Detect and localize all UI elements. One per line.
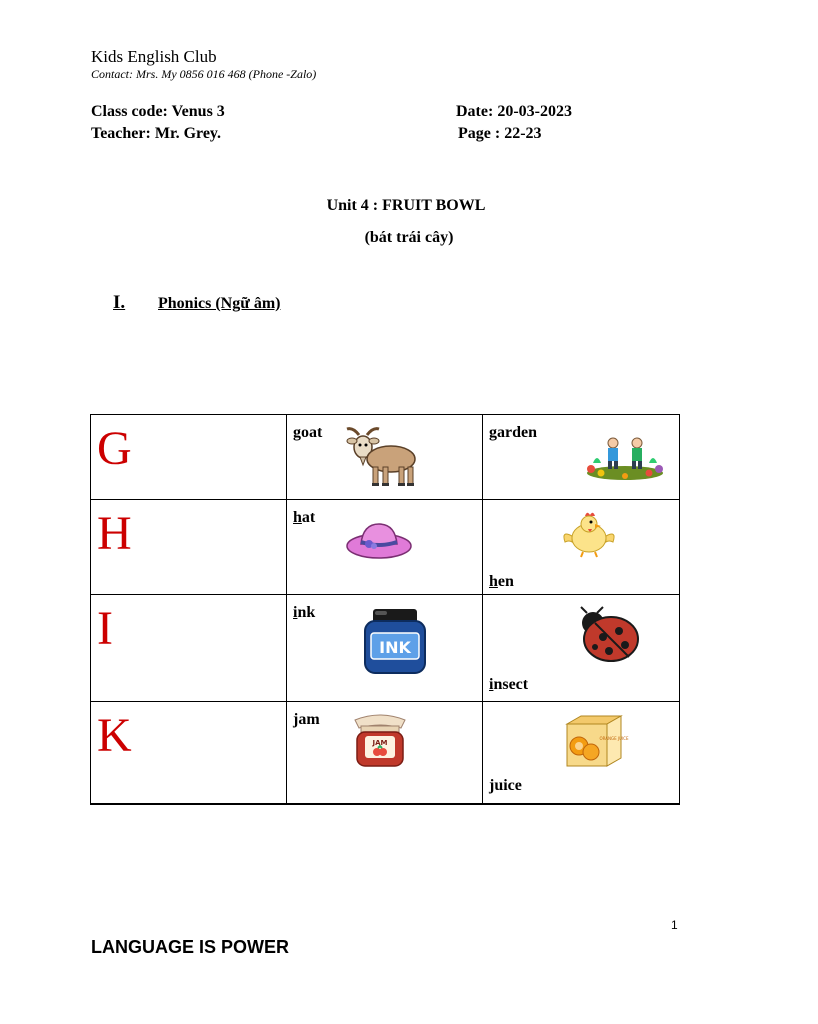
ink-bottle-icon [361,607,429,675]
word-cell [287,500,483,595]
table-row [91,500,680,595]
word-hen: hen [489,573,514,590]
footer-slogan: LANGUAGE IS POWER [91,937,290,957]
word-ink: ink [293,604,316,621]
letter-g: G [97,422,132,475]
contact-info: Contact: Mrs. My 0856 016 468 (Phone -Zalo) [91,67,317,81]
lesson-date: Date: 20-03-2023 [456,103,572,120]
word-cell [483,415,680,500]
letter-cell [91,500,287,595]
goat-icon [343,425,421,489]
word-cell [483,595,680,702]
word-hat: hat [293,509,316,526]
table-row [91,415,680,500]
phonics-table [90,414,680,805]
svg-text:JAM: JAM [372,739,388,747]
word-garden: garden [489,424,537,441]
word-cell [483,500,680,595]
hat-icon [345,520,413,560]
book-pages: Page : 22-23 [458,125,542,142]
word-cell [287,702,483,804]
word-cell [287,415,483,500]
table-row [91,702,680,804]
table-row [91,595,680,702]
page-number: 1 [671,918,678,932]
section-title: Phonics (Ngữ âm) [158,295,281,312]
letter-cell [91,415,287,500]
class-code: Class code: Venus 3 [91,103,225,120]
jam-jar-icon [351,714,409,766]
word-juice: juice [489,777,522,794]
svg-text:ORANGE JUICE: ORANGE JUICE [599,736,629,741]
svg-text:INK: INK [379,638,411,657]
letter-h: H [97,507,132,560]
club-name: Kids English Club [91,47,217,66]
unit-title: Unit 4 : FRUIT BOWL [326,197,486,214]
section-number: I. [113,292,126,313]
teacher-name: Teacher: Mr. Grey. [91,125,222,142]
word-cell [483,702,680,804]
hen-icon [559,510,617,558]
letter-i: I [97,602,113,655]
word-cell [287,595,483,702]
word-insect: insect [489,676,529,693]
word-goat: goat [293,424,323,441]
ladybug-icon [573,607,639,663]
letter-cell [91,702,287,804]
unit-subtitle: (bát trái cây) [364,229,454,246]
letter-cell [91,595,287,702]
letter-k: K [97,709,132,762]
garden-icon [585,433,665,481]
juice-box-icon [561,714,629,766]
word-jam: jam [293,711,320,728]
